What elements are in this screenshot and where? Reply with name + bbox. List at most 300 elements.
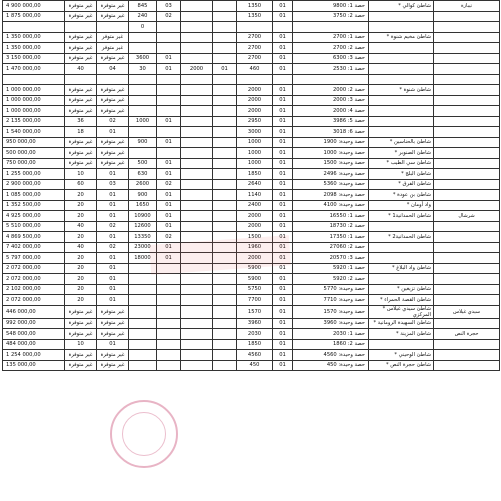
area-cell: 450 (237, 360, 273, 371)
amount-cell: 2 135 000,00 (3, 116, 65, 127)
commune-cell (434, 190, 500, 201)
count-cell: 01 (273, 106, 293, 117)
lot-cell: حصة 2: 5920 (293, 274, 369, 285)
commune-cell (434, 350, 500, 361)
lot-cell: حصة 1: 9800 (293, 1, 369, 12)
area-cell: 1960 (237, 242, 273, 253)
lot-cell: حصة وحيدة: 4100 (293, 200, 369, 211)
col-d-cell (157, 74, 181, 85)
amount-cell: 135 000,00 (3, 360, 65, 371)
col-c-cell (129, 350, 157, 361)
col-b-cell: غير متوفرة (97, 53, 129, 64)
col-c-cell: 18000 (129, 253, 157, 264)
commune-cell: حجرة النص (434, 329, 500, 340)
col-extra1-cell (181, 11, 213, 22)
col-extra1-cell (181, 221, 213, 232)
table-body (3, 1, 500, 371)
lot-cell: حصة 2: 1860 (293, 339, 369, 350)
amount-cell: 1 000 000,00 (3, 95, 65, 106)
col-extra2-cell (213, 74, 237, 85)
col-extra1-cell (181, 53, 213, 64)
area-cell: 2000 (237, 95, 273, 106)
col-d-cell: 01 (157, 200, 181, 211)
col-a-cell: 20 (65, 295, 97, 306)
count-cell: 01 (273, 305, 293, 318)
col-extra2-cell (213, 295, 237, 306)
beach-name-cell: * شاطئ مخيم شنوة (369, 32, 434, 43)
amount-cell: 2 072 000,00 (3, 274, 65, 285)
col-d-cell: 02 (157, 232, 181, 243)
commune-cell (434, 64, 500, 75)
area-cell: 2000 (237, 85, 273, 96)
beach-concessions-table (2, 0, 500, 371)
col-extra2-cell (213, 339, 237, 350)
col-b-cell: 01 (97, 339, 129, 350)
col-extra2-cell (213, 11, 237, 22)
col-extra2-cell (213, 360, 237, 371)
col-c-cell (129, 43, 157, 54)
col-c-cell (129, 329, 157, 340)
amount-cell: 1 254 000,00 (3, 350, 65, 361)
col-extra2-cell (213, 329, 237, 340)
col-extra2-cell (213, 43, 237, 54)
lot-cell: حصة وحيدة: 5360 (293, 179, 369, 190)
amount-cell: 1 085 000,00 (3, 190, 65, 201)
col-b-cell: 01 (97, 127, 129, 138)
area-cell: 1140 (237, 190, 273, 201)
col-extra2-cell (213, 284, 237, 295)
col-extra1-cell (181, 284, 213, 295)
col-a-cell: غير متوفرة (65, 360, 97, 371)
col-c-cell: 1000 (129, 116, 157, 127)
beach-name-cell: * شاطئ الفرق (369, 179, 434, 190)
col-a-cell: 20 (65, 253, 97, 264)
table-row (3, 190, 500, 201)
col-a-cell: 40 (65, 221, 97, 232)
amount-cell: 992 000,00 (3, 318, 65, 329)
table-row (3, 305, 500, 318)
col-c-cell (129, 274, 157, 285)
col-a-cell: 10 (65, 169, 97, 180)
commune-cell (434, 360, 500, 371)
count-cell: 01 (273, 64, 293, 75)
area-cell: 2700 (237, 53, 273, 64)
table-row (3, 211, 500, 222)
area-cell: 1570 (237, 305, 273, 318)
col-extra1-cell (181, 360, 213, 371)
commune-cell (434, 242, 500, 253)
amount-cell: 4 900 000,00 (3, 1, 65, 12)
col-a-cell: 20 (65, 263, 97, 274)
official-stamp (110, 400, 178, 468)
commune-cell (434, 85, 500, 96)
lot-cell: حصة 1: 2530 (293, 64, 369, 75)
beach-name-cell (369, 95, 434, 106)
col-extra1-cell (181, 190, 213, 201)
count-cell: 01 (273, 11, 293, 22)
count-cell: 01 (273, 179, 293, 190)
beach-name-cell: * شاطئ السهيدة الرومانية (369, 318, 434, 329)
col-a-cell: 20 (65, 284, 97, 295)
area-cell: 3000 (237, 127, 273, 138)
col-a-cell: 10 (65, 339, 97, 350)
lot-cell: حصة وحيدة: 2496 (293, 169, 369, 180)
amount-cell (3, 22, 65, 33)
table-row (3, 22, 500, 33)
col-a-cell: 20 (65, 274, 97, 285)
col-extra1-cell (181, 295, 213, 306)
lot-cell: حصة 3: 6300 (293, 53, 369, 64)
count-cell: 01 (273, 350, 293, 361)
amount-cell: 2 072 000,00 (3, 263, 65, 274)
col-b-cell: 02 (97, 242, 129, 253)
col-extra2-cell (213, 116, 237, 127)
col-d-cell (157, 148, 181, 159)
area-cell: 2000 (237, 253, 273, 264)
col-a-cell: 40 (65, 64, 97, 75)
count-cell: 01 (273, 53, 293, 64)
beach-name-cell: * شاطئ تزيغين (369, 284, 434, 295)
beach-name-cell (369, 22, 434, 33)
area-cell: 1500 (237, 232, 273, 243)
area-cell (237, 22, 273, 33)
count-cell: 01 (273, 190, 293, 201)
col-b-cell: 01 (97, 263, 129, 274)
count-cell: 01 (273, 137, 293, 148)
amount-cell (3, 74, 65, 85)
area-cell: 4560 (237, 350, 273, 361)
table-row (3, 329, 500, 340)
area-cell: 460 (237, 64, 273, 75)
area-cell: 2950 (237, 116, 273, 127)
col-extra2-cell (213, 169, 237, 180)
area-cell: 2000 (237, 221, 273, 232)
col-a-cell: 40 (65, 242, 97, 253)
count-cell: 01 (273, 284, 293, 295)
area-cell: 2030 (237, 329, 273, 340)
col-d-cell (157, 339, 181, 350)
beach-name-cell (369, 127, 434, 138)
beach-name-cell (369, 242, 434, 253)
col-extra1-cell (181, 179, 213, 190)
col-extra2-cell (213, 106, 237, 117)
area-cell: 2700 (237, 32, 273, 43)
commune-cell (434, 43, 500, 54)
lot-cell: حصة وحيدة: 2098 (293, 190, 369, 201)
col-d-cell: 02 (157, 11, 181, 22)
table-row (3, 43, 500, 54)
area-cell: 1000 (237, 137, 273, 148)
col-c-cell: 10900 (129, 211, 157, 222)
lot-cell: حصة وحيدة: 1570 (293, 305, 369, 318)
col-b-cell (97, 74, 129, 85)
beach-name-cell: * شاطئ الصنوبر (369, 148, 434, 159)
area-cell: 3960 (237, 318, 273, 329)
area-cell: 1000 (237, 148, 273, 159)
col-a-cell: غير متوفرة (65, 318, 97, 329)
col-d-cell (157, 95, 181, 106)
count-cell: 01 (273, 221, 293, 232)
area-cell: 2640 (237, 179, 273, 190)
col-extra2-cell (213, 32, 237, 43)
col-extra1-cell (181, 318, 213, 329)
col-extra1-cell (181, 85, 213, 96)
col-c-cell: 900 (129, 137, 157, 148)
col-extra2-cell (213, 190, 237, 201)
commune-cell (434, 200, 500, 211)
col-c-cell: 500 (129, 158, 157, 169)
col-extra2-cell (213, 221, 237, 232)
col-d-cell (157, 274, 181, 285)
amount-cell: 2 900 000,00 (3, 179, 65, 190)
col-c-cell: 900 (129, 190, 157, 201)
beach-name-cell: * شاطئ شنوة (369, 85, 434, 96)
col-extra1-cell (181, 1, 213, 12)
beach-name-cell (369, 274, 434, 285)
commune-cell (434, 284, 500, 295)
lot-cell: حصة وحيدة: 1900 (293, 137, 369, 148)
beach-name-cell: * شاطئ المزينة (369, 329, 434, 340)
col-c-cell (129, 295, 157, 306)
count-cell: 01 (273, 242, 293, 253)
col-extra1-cell (181, 106, 213, 117)
table-row (3, 148, 500, 159)
col-b-cell: 01 (97, 295, 129, 306)
col-extra2-cell (213, 137, 237, 148)
area-cell: 1850 (237, 169, 273, 180)
commune-cell (434, 11, 500, 22)
amount-cell: 548 000,00 (3, 329, 65, 340)
col-c-cell (129, 127, 157, 138)
col-extra1-cell (181, 137, 213, 148)
col-a-cell: 18 (65, 127, 97, 138)
col-a-cell: غير متوفرة (65, 53, 97, 64)
col-b-cell: 01 (97, 253, 129, 264)
commune-cell (434, 318, 500, 329)
col-b-cell: غير متوفرة (97, 148, 129, 159)
col-b-cell: غير متوفرة (97, 137, 129, 148)
amount-cell: 5 510 000,00 (3, 221, 65, 232)
col-c-cell (129, 32, 157, 43)
table-row (3, 221, 500, 232)
col-d-cell (157, 318, 181, 329)
beach-name-cell (369, 74, 434, 85)
commune-cell (434, 148, 500, 159)
col-c-cell (129, 106, 157, 117)
lot-cell: حصة 1: 2700 (293, 32, 369, 43)
col-c-cell (129, 339, 157, 350)
col-extra2-cell: 01 (213, 64, 237, 75)
lot-cell: حصة وحيدة: 1000 (293, 148, 369, 159)
col-c-cell: 240 (129, 11, 157, 22)
table-row (3, 116, 500, 127)
count-cell: 01 (273, 148, 293, 159)
table-row (3, 127, 500, 138)
commune-cell (434, 137, 500, 148)
col-extra1-cell (181, 350, 213, 361)
table-row (3, 339, 500, 350)
area-cell: 1350 (237, 11, 273, 22)
lot-cell: حصة 1: 2030 (293, 329, 369, 340)
col-c-cell: 0 (129, 22, 157, 33)
beach-name-cell (369, 64, 434, 75)
amount-cell: 4 869 500,00 (3, 232, 65, 243)
col-c-cell (129, 305, 157, 318)
table-row (3, 32, 500, 43)
col-c-cell (129, 85, 157, 96)
count-cell (273, 74, 293, 85)
col-b-cell: 01 (97, 200, 129, 211)
col-b-cell: غير متوفرة (97, 85, 129, 96)
col-extra1-cell: 2000 (181, 64, 213, 75)
commune-cell (434, 22, 500, 33)
amount-cell: 1 875 000,00 (3, 11, 65, 22)
amount-cell: 1 352 500,00 (3, 200, 65, 211)
amount-cell: 950 000,00 (3, 137, 65, 148)
commune-cell (434, 221, 500, 232)
col-d-cell: 01 (157, 253, 181, 264)
col-a-cell: غير متوفرة (65, 305, 97, 318)
col-d-cell (157, 127, 181, 138)
col-b-cell: 02 (97, 116, 129, 127)
beach-name-cell: * شاطئ سيدي غيلاس المركزي (369, 305, 434, 318)
commune-cell (434, 274, 500, 285)
amount-cell: 484 000,00 (3, 339, 65, 350)
lot-cell: حصة 3: 2000 (293, 95, 369, 106)
col-a-cell: غير متوفرة (65, 43, 97, 54)
lot-cell: حصة وحيدة: 1500 (293, 158, 369, 169)
area-cell: 2400 (237, 200, 273, 211)
col-d-cell: 01 (157, 169, 181, 180)
col-a-cell: غير متوفرة (65, 350, 97, 361)
col-a-cell: غير متوفرة (65, 85, 97, 96)
beach-name-cell: * شاطئ حجرة النص (369, 360, 434, 371)
col-extra1-cell (181, 339, 213, 350)
col-b-cell: 01 (97, 169, 129, 180)
amount-cell: 7 402 000,00 (3, 242, 65, 253)
col-b-cell: 01 (97, 190, 129, 201)
col-b-cell: غير متوفرة (97, 95, 129, 106)
col-extra2-cell (213, 22, 237, 33)
col-extra2-cell (213, 305, 237, 318)
col-extra1-cell (181, 200, 213, 211)
col-b-cell: 02 (97, 221, 129, 232)
commune-cell (434, 74, 500, 85)
table-row (3, 1, 500, 12)
col-d-cell: 01 (157, 221, 181, 232)
count-cell: 01 (273, 274, 293, 285)
commune-cell (434, 263, 500, 274)
beach-name-cell: * شاطئ واد البلاغ (369, 263, 434, 274)
table-row (3, 318, 500, 329)
beach-name-cell: * شاطئ سي الطيب (369, 158, 434, 169)
col-a-cell: 20 (65, 190, 97, 201)
area-cell: 1850 (237, 339, 273, 350)
col-extra1-cell (181, 32, 213, 43)
count-cell: 01 (273, 329, 293, 340)
col-d-cell: 01 (157, 242, 181, 253)
col-a-cell: غير متوفرة (65, 1, 97, 12)
col-c-cell (129, 74, 157, 85)
col-d-cell: 02 (157, 179, 181, 190)
col-b-cell: غير متوفرة (97, 158, 129, 169)
col-a-cell: غير متوفرة (65, 137, 97, 148)
commune-cell (434, 158, 500, 169)
beach-name-cell: * شاطئ بن عودة (369, 190, 434, 201)
col-extra1-cell (181, 158, 213, 169)
col-c-cell: 845 (129, 1, 157, 12)
count-cell: 01 (273, 295, 293, 306)
col-b-cell: 01 (97, 274, 129, 285)
col-b-cell: 04 (97, 64, 129, 75)
col-extra1-cell (181, 169, 213, 180)
lot-cell: حصة وحيدة: 7710 (293, 295, 369, 306)
col-a-cell: غير متوفرة (65, 148, 97, 159)
table-row (3, 95, 500, 106)
col-extra2-cell (213, 53, 237, 64)
area-cell: 5750 (237, 284, 273, 295)
area-cell: 1000 (237, 158, 273, 169)
col-b-cell (97, 22, 129, 33)
col-a-cell: 20 (65, 211, 97, 222)
col-b-cell: غير متوفرة (97, 329, 129, 340)
col-b-cell: غير متوفرة (97, 1, 129, 12)
col-extra1-cell (181, 116, 213, 127)
col-c-cell: 13350 (129, 232, 157, 243)
count-cell: 01 (273, 127, 293, 138)
commune-cell (434, 179, 500, 190)
beach-name-cell: * شاطئ الوحيني (369, 350, 434, 361)
col-c-cell: 2600 (129, 179, 157, 190)
col-a-cell: 60 (65, 179, 97, 190)
count-cell: 01 (273, 232, 293, 243)
lot-cell (293, 74, 369, 85)
col-d-cell (157, 22, 181, 33)
table-row (3, 85, 500, 96)
col-b-cell: 03 (97, 179, 129, 190)
commune-cell: شرشال (434, 211, 500, 222)
col-d-cell: 01 (157, 53, 181, 64)
table-row (3, 360, 500, 371)
col-extra1-cell (181, 22, 213, 33)
col-b-cell: 01 (97, 232, 129, 243)
area-cell: 2700 (237, 43, 273, 54)
amount-cell: 446 000,00 (3, 305, 65, 318)
col-extra2-cell (213, 274, 237, 285)
amount-cell: 1 000 000,00 (3, 106, 65, 117)
col-d-cell: 03 (157, 1, 181, 12)
amount-cell: 1 000 000,00 (3, 85, 65, 96)
col-d-cell (157, 329, 181, 340)
area-cell: 2000 (237, 106, 273, 117)
count-cell: 01 (273, 211, 293, 222)
area-cell: 2000 (237, 211, 273, 222)
col-extra2-cell (213, 350, 237, 361)
area-cell: 7700 (237, 295, 273, 306)
beach-name-cell (369, 106, 434, 117)
col-d-cell (157, 43, 181, 54)
lot-cell: حصة وحيدة: 5770 (293, 284, 369, 295)
beach-name-cell: * شاطئ البلج (369, 169, 434, 180)
commune-cell (434, 32, 500, 43)
col-extra1-cell (181, 329, 213, 340)
amount-cell: 500 000,00 (3, 148, 65, 159)
beach-name-cell: * شاطئ الحمدانية2 (369, 232, 434, 243)
table-row (3, 200, 500, 211)
col-d-cell (157, 284, 181, 295)
amount-cell: 2 102 000,00 (3, 284, 65, 295)
count-cell: 01 (273, 169, 293, 180)
